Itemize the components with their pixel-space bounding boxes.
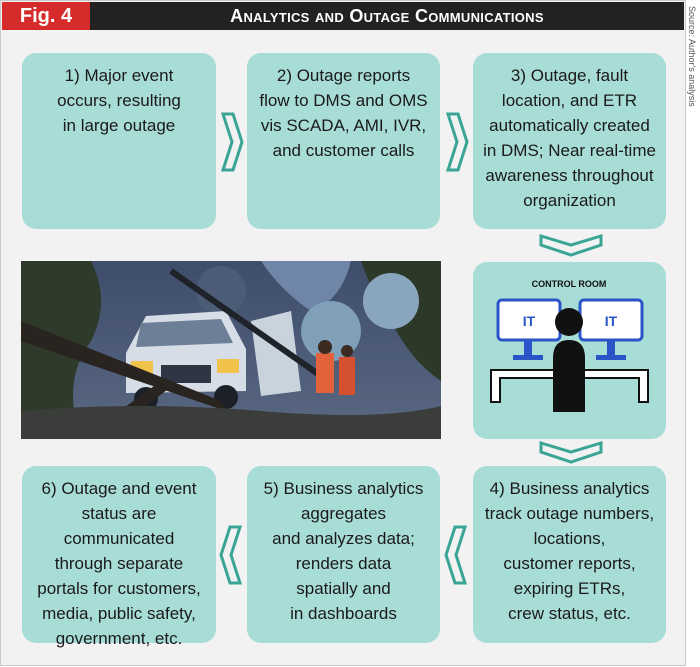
step-1-box (22, 53, 216, 229)
step-2-box (247, 53, 440, 229)
arrow-right-icon (220, 112, 244, 172)
step-6-text: 6) Outage and event status are communicated through separate portals for customers, media, public safety, government, etc. (37, 479, 201, 648)
step-4-text: 4) Business analytics track outage numbers, locations, customer reports, expiring ETRs, crew status, etc. (484, 479, 655, 623)
person-icon (553, 308, 585, 412)
control-room-panel (473, 262, 666, 439)
step-5-box (247, 466, 440, 643)
arrow-left-icon (219, 525, 243, 585)
monitor-left-label: IT (522, 313, 536, 329)
storm-damage-photo (21, 261, 441, 439)
step-2-text: 2) Outage reports flow to DMS and OMS vis SCADA, AMI, IVR, and customer calls (259, 66, 428, 160)
arrow-left-icon (444, 525, 468, 585)
arrow-down-icon (539, 440, 603, 464)
step-3-box (473, 53, 666, 229)
monitor-right-icon (580, 300, 642, 360)
step-4-box (473, 466, 666, 643)
step-3-text: 3) Outage, fault location, and ETR automatically created in DMS; Near real-time awareness throughout organization (483, 66, 656, 210)
arrow-right-icon (445, 112, 469, 172)
source-note: Source: Author's analysis (687, 6, 697, 107)
monitor-left-icon (498, 300, 560, 360)
step-1-text: 1) Major event occurs, resulting in large outage (57, 66, 181, 135)
step-6-box (22, 466, 216, 648)
monitor-right-label: IT (604, 313, 618, 329)
step-5-text: 5) Business analytics aggregates and analyzes data; renders data spatially and in dashboards (263, 479, 424, 623)
control-room-title: CONTROL ROOM (531, 279, 607, 289)
arrow-down-icon (539, 233, 603, 257)
figure-label: Fig. 4 (2, 2, 90, 30)
figure-title: Analytics and Outage Communications (90, 2, 684, 30)
